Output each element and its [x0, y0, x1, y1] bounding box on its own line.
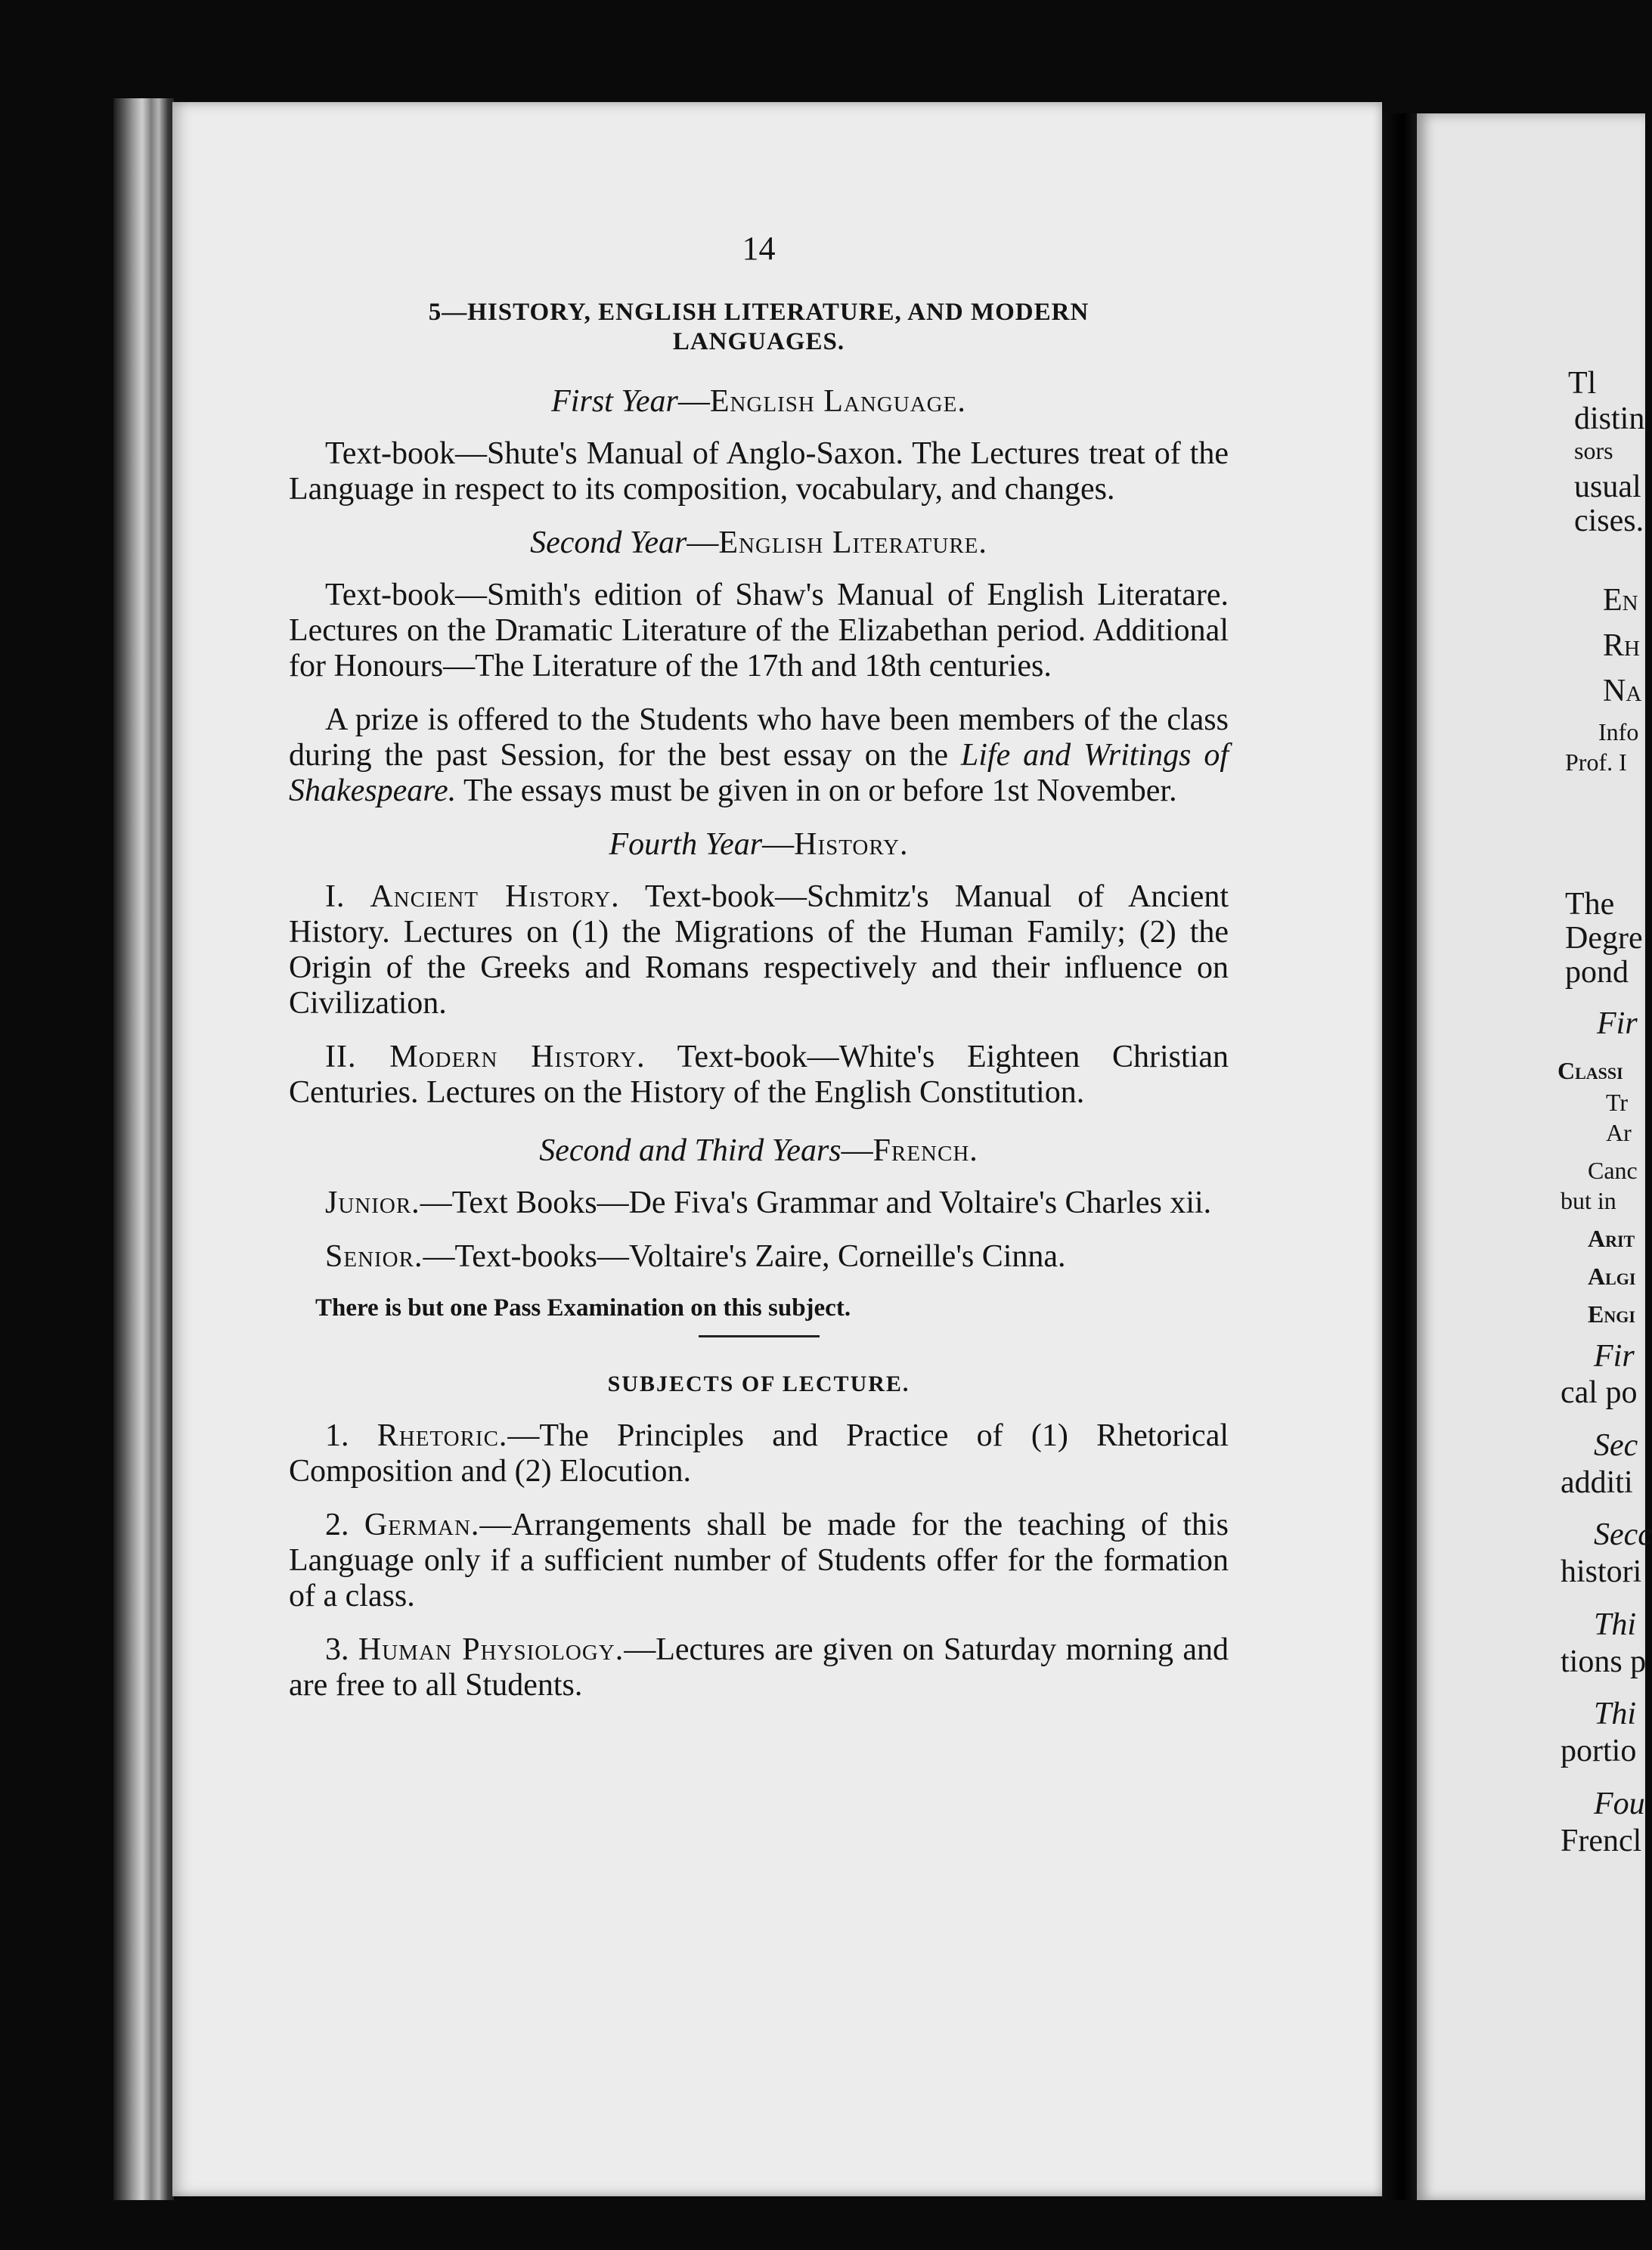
prize-essay-title: Life and Writings of Shakespeare.: [289, 738, 1229, 808]
subject-label: English Literature.: [718, 525, 987, 560]
modern-history-paragraph: [289, 1040, 1229, 1111]
senior-french-paragraph: [289, 1239, 1229, 1275]
right-fragment: tions p: [1561, 1644, 1647, 1679]
prize-text: A prize is offered to the Students who have been members of the class during the past Session, for the best essay on the: [289, 702, 1229, 773]
lecture-item: [289, 1632, 1229, 1703]
right-fragment: Tl: [1568, 366, 1597, 401]
lecture-number: 1.: [325, 1418, 349, 1453]
right-fragment: Algi: [1588, 1263, 1636, 1290]
dash: —: [841, 1133, 873, 1168]
right-fragment: histori: [1561, 1554, 1642, 1589]
divider-rule: [699, 1335, 820, 1337]
lecture-number: 3.: [325, 1632, 349, 1667]
right-fragment: usual: [1574, 470, 1641, 504]
right-fragment: Degre: [1565, 921, 1643, 956]
lecture-number: 2.: [325, 1508, 349, 1542]
right-fragment: Na: [1603, 674, 1642, 708]
book-gutter: [1382, 113, 1417, 2200]
right-fragment: additi: [1561, 1465, 1633, 1500]
subjects-of-lecture-title: SUBJECTS OF LECTURE.: [607, 1371, 910, 1396]
lecture-text: —Arrangements shall be made for the teaching of this Language only if a sufficient number of Students offer for the formation of a class.: [289, 1508, 1229, 1613]
lecture-label: German.: [364, 1508, 480, 1542]
right-fragment: cal po: [1561, 1375, 1638, 1410]
right-fragment: Fir: [1597, 1006, 1638, 1041]
junior-french-paragraph: [289, 1185, 1229, 1221]
right-fragment: pond: [1565, 955, 1629, 990]
lecture-text: —The Principles and Practice of (1) Rhetorical Composition and (2) Elocution.: [289, 1418, 1229, 1489]
dash: —: [687, 525, 719, 560]
page-number: 14: [742, 230, 776, 267]
right-fragment: Ar: [1606, 1119, 1632, 1146]
right-fragment: En: [1603, 583, 1638, 618]
year-label: Second and Third Years: [539, 1133, 841, 1168]
senior-label: Senior.: [325, 1239, 423, 1274]
right-fragment: Tr: [1606, 1089, 1629, 1116]
right-page-partial: [1417, 113, 1652, 2200]
right-fragment: Fou: [1594, 1787, 1645, 1821]
right-fragment: Engi: [1588, 1300, 1635, 1328]
dash: —: [677, 384, 710, 419]
section-title: [289, 298, 1229, 357]
year-label: First Year: [551, 384, 678, 419]
right-fragment: Info: [1598, 718, 1639, 745]
senior-text: —Text-books—Voltaire's Zaire, Corneille's Cinna.: [423, 1239, 1066, 1274]
second-year-heading: [289, 525, 1229, 561]
subject-label: English Language.: [709, 384, 966, 419]
year-label: Second Year: [530, 525, 687, 560]
lecture-item: [289, 1418, 1229, 1489]
section-title-line: LANGUAGES.: [672, 328, 845, 355]
first-year-text: Text-book—Shute's Manual of Anglo-Saxon. The Lectures treat of the Language in respect to its composition, vocabulary, and changes.: [289, 436, 1229, 507]
book-page-edges: [113, 98, 174, 2200]
prize-paragraph: [289, 702, 1229, 809]
year-label: Fourth Year: [609, 827, 763, 862]
exam-note: There is but one Pass Examination on this subject.: [315, 1294, 851, 1322]
modern-history-label: II. Modern History.: [325, 1040, 646, 1074]
right-fragment: sors: [1574, 437, 1613, 464]
junior-text: —Text Books—De Fiva's Grammar and Voltaire's Charles xii.: [420, 1185, 1212, 1220]
lecture-item: [289, 1508, 1229, 1614]
modern-history-text: Text-book—White's Eighteen Christian Centuries. Lectures on the History of the English Constitution.: [289, 1040, 1229, 1110]
french-heading: [289, 1133, 1229, 1169]
lecture-label: Human Physiology.: [358, 1632, 625, 1667]
subject-label: French.: [872, 1133, 978, 1168]
second-year-text: Text-book—Smith's edition of Shaw's Manual of English Literatare. Lectures on the Dramatic Literature of the Elizabethan period. Additional for Honours—The Literature of the 17th and 18th centuries.: [289, 578, 1229, 683]
ancient-history-paragraph: [289, 879, 1229, 1021]
prize-deadline: The essays must be given in on or before 1st November.: [463, 773, 1177, 808]
right-fragment: Thi: [1594, 1607, 1637, 1642]
right-fragment: Sec: [1594, 1428, 1638, 1463]
right-fragment: portio: [1561, 1734, 1637, 1768]
right-fragment: Rh: [1603, 628, 1640, 663]
first-year-heading: [289, 384, 1229, 420]
right-fragment: distin: [1574, 401, 1645, 436]
junior-label: Junior.: [325, 1185, 420, 1220]
right-fragment: Thi: [1594, 1697, 1637, 1731]
right-fragment: cises.: [1574, 504, 1644, 538]
right-fragment: Classi: [1557, 1057, 1623, 1084]
lecture-text: —Lectures are given on Saturday morning and are free to all Students.: [289, 1632, 1229, 1703]
right-fragment: Frencl: [1561, 1824, 1642, 1858]
right-fragment: Prof. I: [1565, 748, 1627, 776]
subject-label: History.: [794, 827, 909, 862]
lecture-label: Rhetoric.: [377, 1418, 508, 1453]
right-fragment: The: [1565, 887, 1615, 922]
section-title-line: 5—HISTORY, ENGLISH LITERATURE, AND MODERN: [428, 299, 1089, 326]
page-text: [289, 231, 1229, 1722]
right-fragment: Arit: [1588, 1225, 1635, 1252]
fourth-year-heading: [289, 827, 1229, 863]
right-fragment: but in: [1561, 1187, 1616, 1214]
ancient-history-text: Text-book—Schmitz's Manual of Ancient History. Lectures on (1) the Migrations of the Human Family; (2) the Origin of the Greeks and Romans respectively and their influence on Civilization.: [289, 879, 1229, 1021]
right-fragment: Secc: [1594, 1517, 1652, 1552]
dash: —: [762, 827, 795, 862]
right-fragment: Fir: [1594, 1339, 1635, 1374]
ancient-history-label: I. Ancient History.: [325, 879, 620, 914]
right-fragment: Canc: [1588, 1157, 1638, 1184]
